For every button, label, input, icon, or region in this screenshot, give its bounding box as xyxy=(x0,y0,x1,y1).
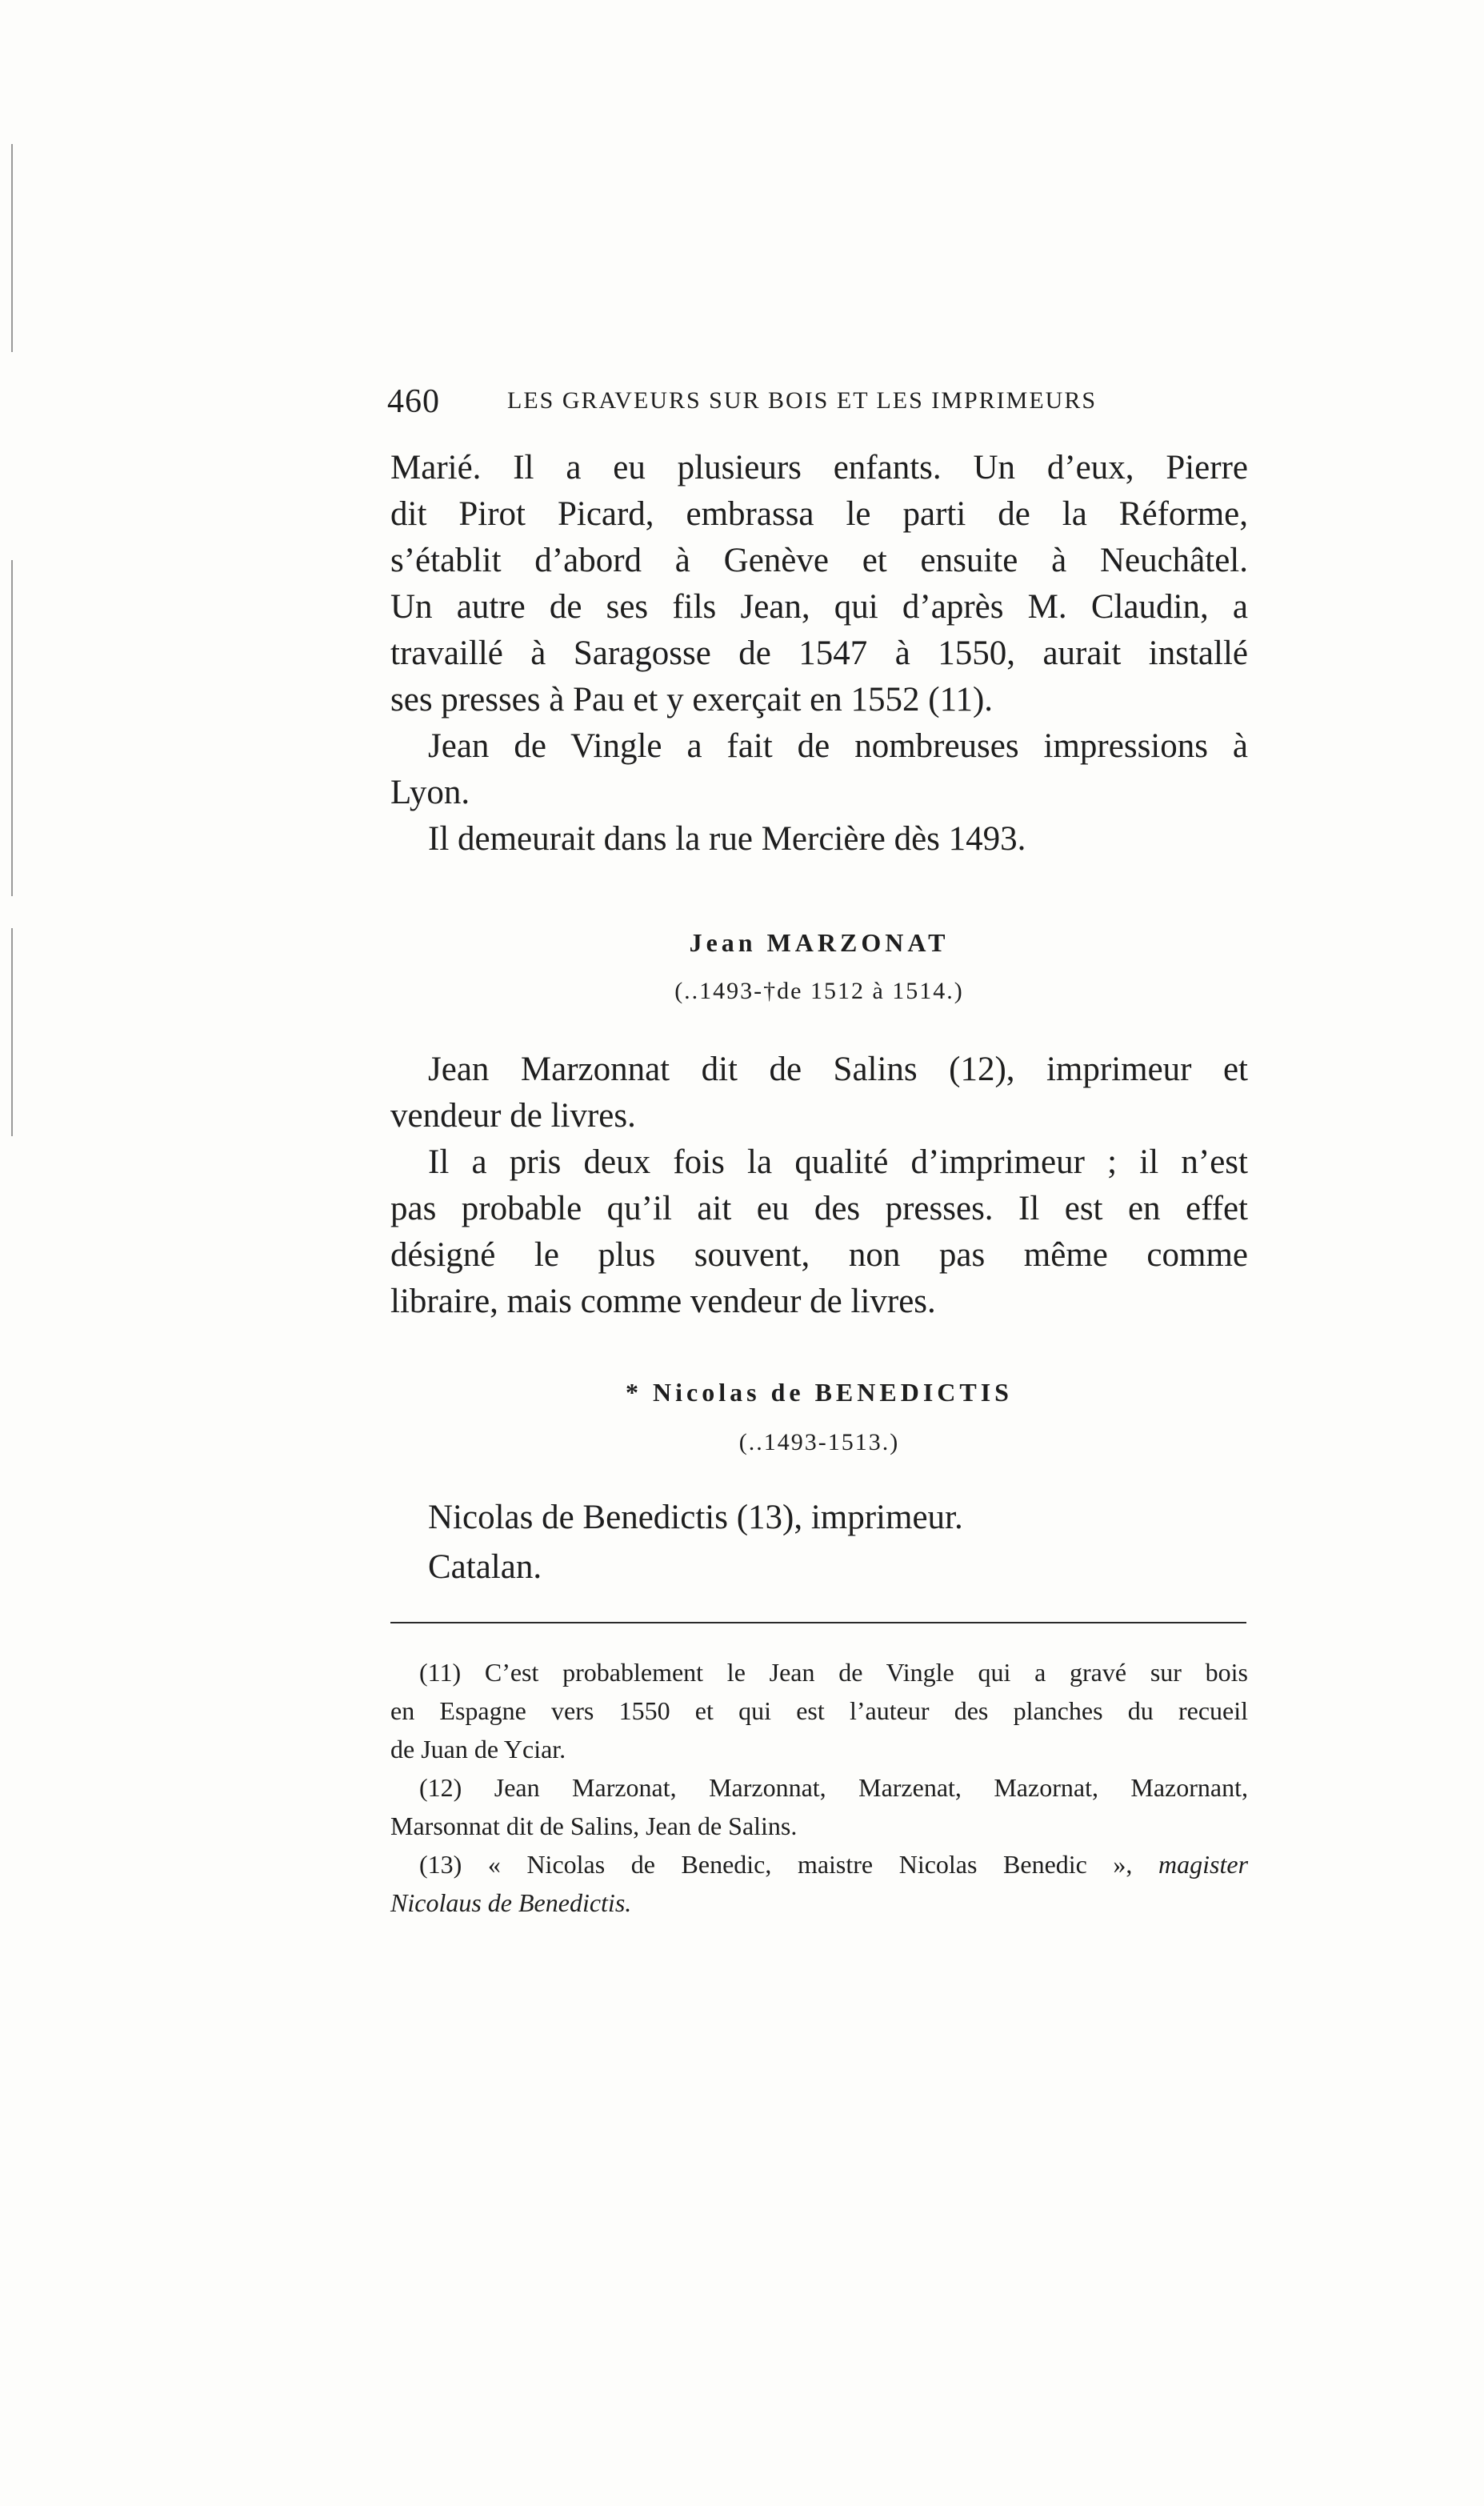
text-line: Il a pris deux fois la qualité d’imprimeur ; il n’est xyxy=(428,1143,1248,1181)
text-line: Nicolas de Benedictis (13), imprimeur. xyxy=(428,1499,963,1536)
text-line: Jean de Vingle a fait de nombreuses impressions à xyxy=(428,727,1248,765)
text-line: vendeur de livres. xyxy=(390,1097,636,1135)
running-header xyxy=(387,382,1251,422)
scan-edge-mark xyxy=(11,928,13,1136)
footnote-latin-text: magister xyxy=(1158,1850,1249,1879)
text-line: travaillé à Saragosse de 1547 à 1550, aurait installé xyxy=(390,635,1248,672)
section-heading-marzonat: Jean MARZONAT xyxy=(689,928,950,957)
text-line: Lyon. xyxy=(390,774,470,811)
running-title: LES GRAVEURS SUR BOIS ET LES IMPRIMEURS xyxy=(507,387,1098,414)
text-line: Marié. Il a eu plusieurs enfants. Un d’eux, Pierre xyxy=(390,449,1248,486)
scan-edge-mark xyxy=(11,560,13,896)
text-line: pas probable qu’il ait eu des presses. Il est en effet xyxy=(390,1190,1248,1227)
footnote-text: (13) « Nicolas de Benedic, maistre Nicolas Benedic », xyxy=(419,1850,1133,1879)
footnote-line: en Espagne vers 1550 et qui est l’auteur des planches du recueil xyxy=(390,1696,1248,1725)
section-dates-benedictis: (..1493-1513.) xyxy=(738,1429,900,1455)
section-heading-benedictis: * Nicolas de BENEDICTIS xyxy=(626,1378,1013,1407)
text-line: libraire, mais comme vendeur de livres. xyxy=(390,1283,936,1320)
text-line: Catalan. xyxy=(428,1548,542,1586)
footnote-line: Marsonnat dit de Salins, Jean de Salins. xyxy=(390,1811,798,1840)
footnote-line-13 xyxy=(419,1845,1248,1884)
footnote-latin-text: Nicolaus de Benedictis. xyxy=(390,1888,632,1917)
text-line: ses presses à Pau et y exerçait en 1552 (11). xyxy=(390,681,994,719)
footnote-line: (11) C’est probablement le Jean de Vingle qui a gravé sur bois xyxy=(419,1658,1248,1687)
footnote-rule xyxy=(390,1622,1246,1623)
text-line: Il demeurait dans la rue Mercière dès 1493. xyxy=(428,820,1026,858)
page-number: 460 xyxy=(387,383,440,420)
scan-edge-mark xyxy=(11,144,13,352)
footnote-line: de Juan de Yciar. xyxy=(390,1735,566,1763)
text-line: Jean Marzonnat dit de Salins (12), imprimeur et xyxy=(428,1051,1248,1088)
text-line: Un autre de ses fils Jean, qui d’après M. Claudin, a xyxy=(390,588,1248,626)
section-dates-marzonat: (..1493-†de 1512 à 1514.) xyxy=(674,978,964,1004)
text-line: dit Pirot Picard, embrassa le parti de la Réforme, xyxy=(390,495,1248,533)
text-line: désigné le plus souvent, non pas même comme xyxy=(390,1236,1248,1274)
footnote-line: (12) Jean Marzonat, Marzonnat, Marzenat, Mazornat, Mazornant, xyxy=(419,1773,1248,1802)
text-line: s’établit d’abord à Genève et ensuite à Neuchâtel. xyxy=(390,542,1248,579)
